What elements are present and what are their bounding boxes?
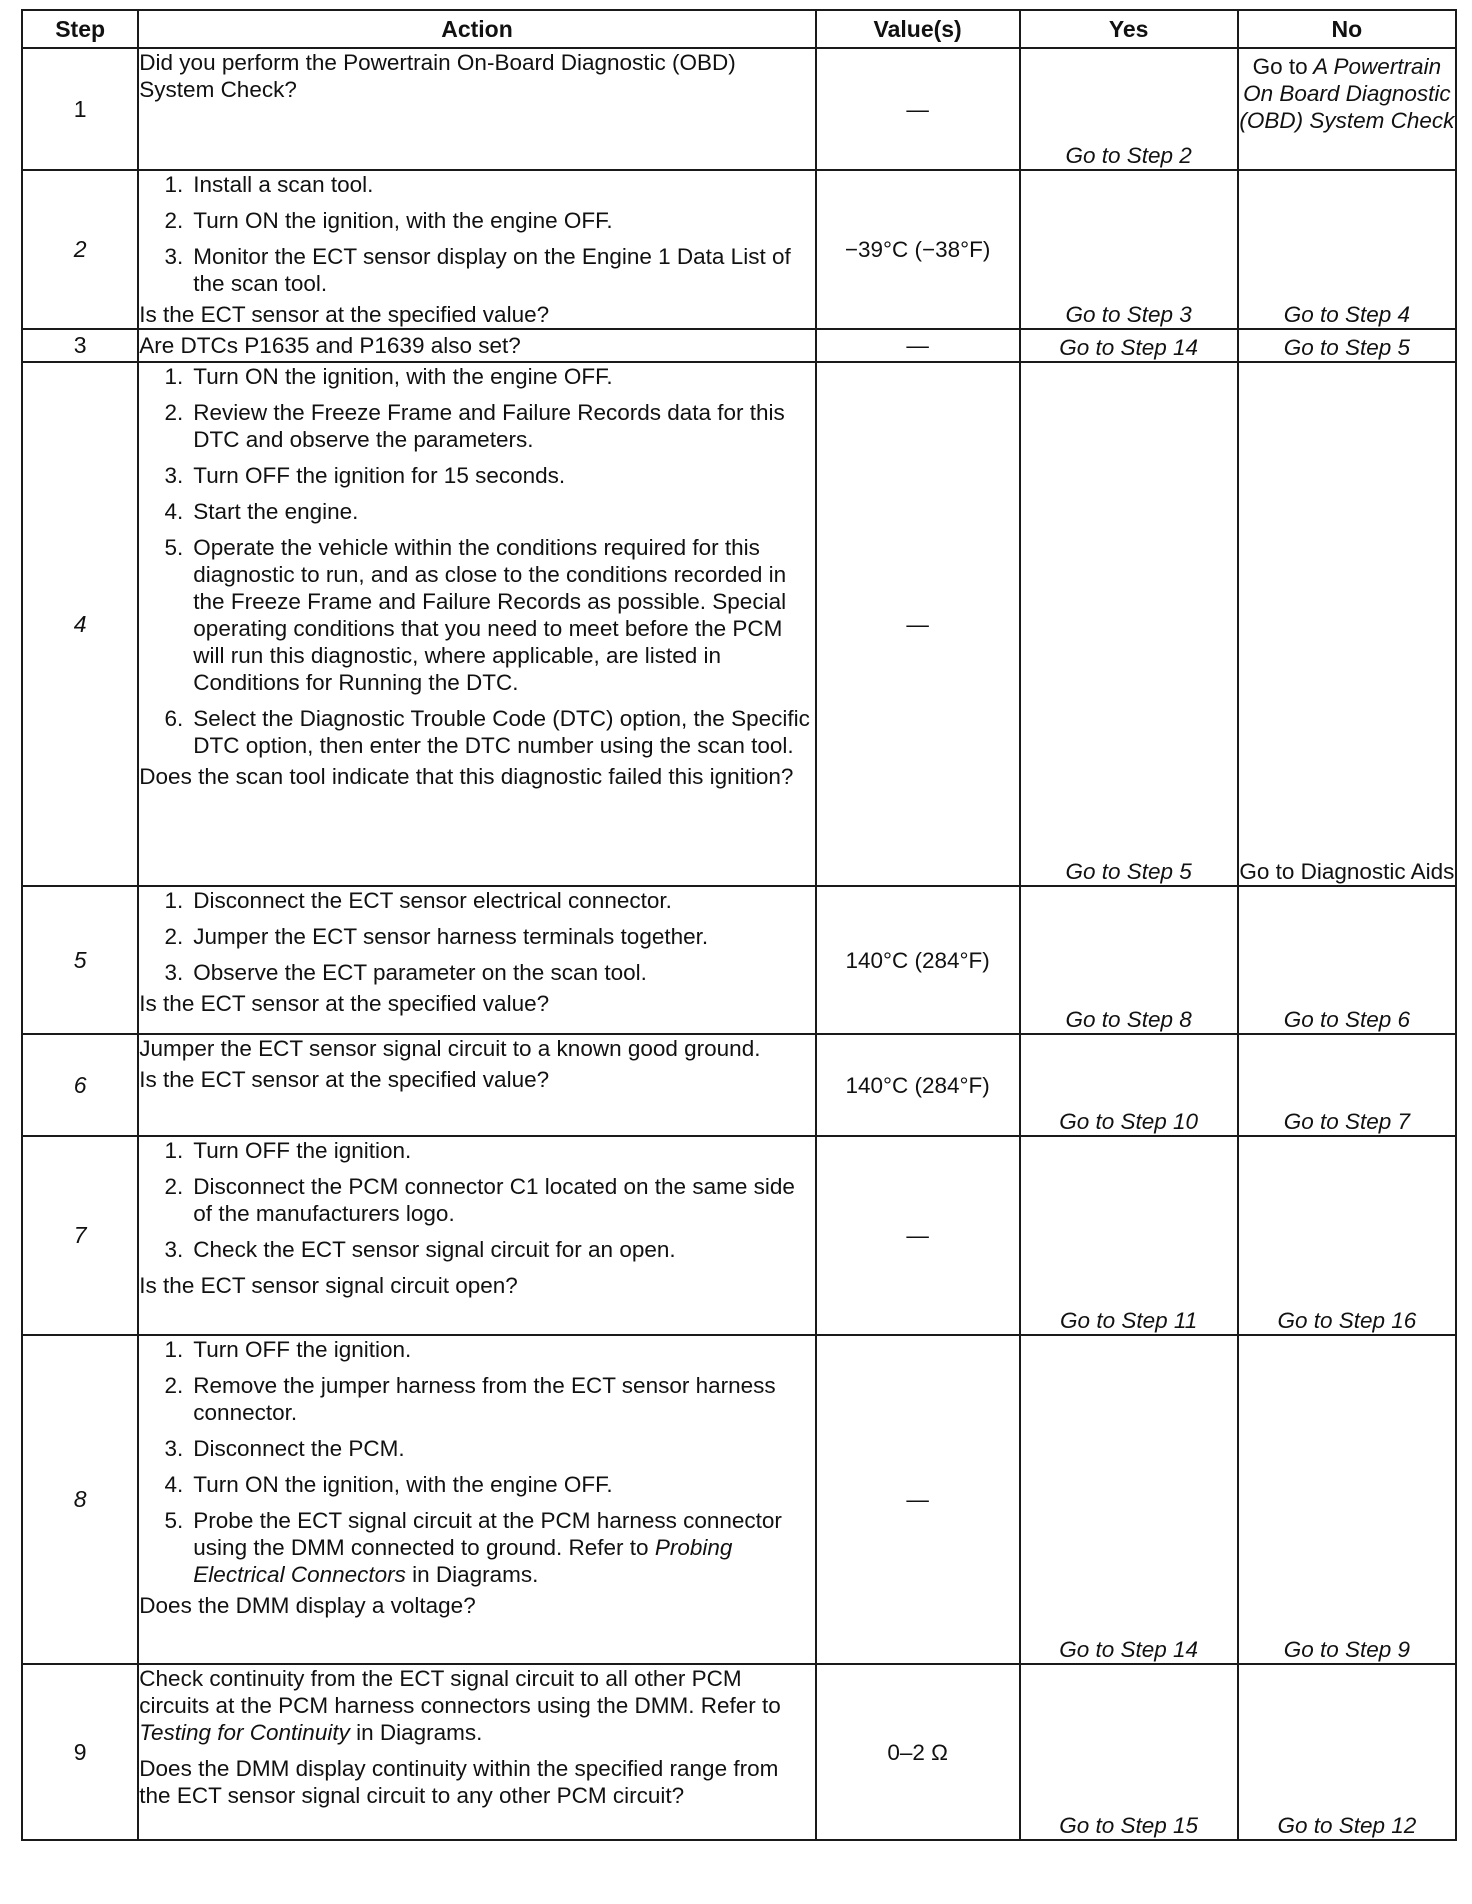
no-cell: Go to Diagnostic Aids <box>1238 362 1456 886</box>
reference-link[interactable]: Probing Electrical Connectors <box>193 1535 733 1587</box>
value-cell: — <box>816 362 1020 886</box>
step-number: 2 <box>22 170 138 329</box>
action-text-part: in Diagrams. <box>349 1720 483 1745</box>
action-step-item: Disconnect the ECT sensor electrical connector. <box>193 888 672 913</box>
no-cell: Go to Step 5 <box>1238 329 1456 362</box>
diagnostic-table <box>21 9 1457 1841</box>
table-row <box>22 1335 1456 1664</box>
yes-cell: Go to Step 11 <box>1020 1136 1238 1335</box>
action-question: Does the DMM display continuity within the specified range from the ECT sensor signal circuit to any other PCM circuit? <box>139 1756 779 1808</box>
step-number: 5 <box>22 886 138 1034</box>
action-step-item <box>193 1507 814 1588</box>
value-cell: −39°C (−38°F) <box>816 170 1020 329</box>
action-step-item: Monitor the ECT sensor display on the Engine 1 Data List of the scan tool. <box>193 244 791 296</box>
action-step-item: Turn ON the ignition, with the engine OFF. <box>193 208 613 233</box>
step-number: 8 <box>22 1335 138 1664</box>
action-steps: 1. Turn ON the ignition, with the engine OFF. 2. Review the Freeze Frame and Failure Records data for this DTC and observe the parameters. 3. Turn OFF the ignition for 15 seconds. 4. Start the engine. 5. Operate the vehicle within the conditions required for this diagnostic to run, and as close to the conditions recorded in the Freeze Frame and Failure Records as possible. Special operating conditions that you need to meet before the PCM will run this diagnostic, where applicable, are listed in Conditions for Running the DTC. 6. Select the Diagnostic Trouble Code (DTC) option, the Specific DTC option, then enter the DTC number using the scan tool. <box>139 363 814 759</box>
action-question: Does the scan tool indicate that this diagnostic failed this ignition? <box>139 764 794 789</box>
action-cell <box>138 170 815 329</box>
yes-cell: Go to Step 3 <box>1020 170 1238 329</box>
action-cell <box>138 886 815 1034</box>
no-cell: Go to Step 4 <box>1238 170 1456 329</box>
step-number: 3 <box>22 329 138 362</box>
action-step-item: Remove the jumper harness from the ECT sensor harness connector. <box>193 1373 776 1425</box>
value-cell: — <box>816 48 1020 170</box>
table-row <box>22 48 1456 170</box>
action-cell <box>138 1034 815 1136</box>
action-question: Did you perform the Powertrain On-Board Diagnostic (OBD) System Check? <box>139 50 736 102</box>
action-cell <box>138 362 815 886</box>
value-cell: 140°C (284°F) <box>816 1034 1020 1136</box>
action-step-item: Turn ON the ignition, with the engine OFF. <box>193 1472 613 1497</box>
step-number: 6 <box>22 1034 138 1136</box>
action-step-item: Disconnect the PCM connector C1 located on the same side of the manufacturers logo. <box>193 1174 795 1226</box>
value-cell: 140°C (284°F) <box>816 886 1020 1034</box>
action-steps: 1. Turn OFF the ignition. 2. Disconnect the PCM connector C1 located on the same side of the manufacturers logo. 3. Check the ECT sensor signal circuit for an open. <box>139 1137 814 1263</box>
no-prefix: Go to <box>1252 54 1308 79</box>
action-question: Is the ECT sensor at the specified value? <box>139 302 550 327</box>
action-step-item: Turn OFF the ignition. <box>193 1337 412 1362</box>
no-cell: Go to Step 9 <box>1238 1335 1456 1664</box>
no-cell: Go to Step 7 <box>1238 1034 1456 1136</box>
no-cell: Go to Step 6 <box>1238 886 1456 1034</box>
yes-cell: Go to Step 15 <box>1020 1664 1238 1840</box>
action-step-item: Select the Diagnostic Trouble Code (DTC) option, the Specific DTC option, then enter the DTC number using the scan tool. <box>193 706 810 758</box>
step-number: 7 <box>22 1136 138 1335</box>
step-number: 9 <box>22 1664 138 1840</box>
action-text <box>139 1665 814 1746</box>
value-cell: — <box>816 329 1020 362</box>
no-cell: Go to Step 16 <box>1238 1136 1456 1335</box>
action-step-item: Install a scan tool. <box>193 172 374 197</box>
action-step-item: Review the Freeze Frame and Failure Records data for this DTC and observe the parameters. <box>193 400 785 452</box>
action-question: Is the ECT sensor at the specified value? <box>139 991 550 1016</box>
yes-cell: Go to Step 14 <box>1020 329 1238 362</box>
yes-cell: Go to Step 8 <box>1020 886 1238 1034</box>
action-steps: 1. Turn OFF the ignition. 2. Remove the jumper harness from the ECT sensor harness connector. 3. Disconnect the PCM. 4. Turn ON the ignition, with the engine OFF. 5. Probe the ECT signal circuit at the PCM harness connector using the DMM connected to ground. Refer to Probing Electrical Connectors in Diagrams. <box>139 1336 814 1588</box>
reference-link[interactable]: Testing for Continuity <box>139 1720 350 1745</box>
value-cell: — <box>816 1136 1020 1335</box>
action-cell <box>138 1335 815 1664</box>
header-no: No <box>1238 10 1456 48</box>
action-step-item: Jumper the ECT sensor harness terminals together. <box>193 924 709 949</box>
action-steps: 1. Install a scan tool. 2. Turn ON the ignition, with the engine OFF. 3. Monitor the ECT sensor display on the Engine 1 Data List of the scan tool. <box>139 171 814 297</box>
action-step-item: Turn ON the ignition, with the engine OFF. <box>193 364 613 389</box>
table-row <box>22 170 1456 329</box>
action-question: Is the ECT sensor signal circuit open? <box>139 1273 518 1298</box>
action-cell <box>138 1136 815 1335</box>
action-step-item: Operate the vehicle within the conditions required for this diagnostic to run, and as close to the conditions recorded in the Freeze Frame and Failure Records as possible. Special operating conditions that you need to meet before the PCM will run this diagnostic, where applicable, are listed in Conditions for Running the DTC. <box>193 535 787 695</box>
header-yes: Yes <box>1020 10 1238 48</box>
action-step-item: Turn OFF the ignition. <box>193 1138 412 1163</box>
action-steps: 1. Disconnect the ECT sensor electrical connector. 2. Jumper the ECT sensor harness terminals together. 3. Observe the ECT parameter on the scan tool. <box>139 887 814 986</box>
step-number: 4 <box>22 362 138 886</box>
no-cell: Go to Step 12 <box>1238 1664 1456 1840</box>
value-cell: 0–2 Ω <box>816 1664 1020 1840</box>
table-row <box>22 886 1456 1034</box>
table-row <box>22 1664 1456 1840</box>
no-cell <box>1238 48 1456 170</box>
step-number: 1 <box>22 48 138 170</box>
action-cell <box>138 48 815 170</box>
action-step-item: Turn OFF the ignition for 15 seconds. <box>193 463 566 488</box>
value-cell: — <box>816 1335 1020 1664</box>
header-row <box>22 10 1456 48</box>
yes-cell: Go to Step 10 <box>1020 1034 1238 1136</box>
action-text-part: Check continuity from the ECT signal circuit to all other PCM circuits at the PCM harness connectors using the DMM. Refer to <box>139 1666 781 1718</box>
action-step-item: Disconnect the PCM. <box>193 1436 405 1461</box>
header-action: Action <box>138 10 815 48</box>
yes-cell: Go to Step 2 <box>1020 48 1238 170</box>
action-step-text: Probe the ECT signal circuit at the PCM harness connector using the DMM connected to ground. Refer to <box>193 1508 782 1560</box>
action-question: Are DTCs P1635 and P1639 also set? <box>139 333 521 358</box>
header-values: Value(s) <box>816 10 1020 48</box>
table-row <box>22 329 1456 362</box>
header-step: Step <box>22 10 138 48</box>
action-step-item: Check the ECT sensor signal circuit for an open. <box>193 1237 676 1262</box>
action-cell <box>138 1664 815 1840</box>
action-question: Does the DMM display a voltage? <box>139 1593 476 1618</box>
yes-cell: Go to Step 5 <box>1020 362 1238 886</box>
action-text: Jumper the ECT sensor signal circuit to a known good ground. <box>139 1036 761 1061</box>
table-row <box>22 1136 1456 1335</box>
table-row <box>22 362 1456 886</box>
table-row <box>22 1034 1456 1136</box>
action-step-text: in Diagrams. <box>405 1562 539 1587</box>
yes-cell: Go to Step 14 <box>1020 1335 1238 1664</box>
no-reference: A Powertrain On Board Diagnostic (OBD) System Check <box>1239 54 1455 133</box>
action-step-item: Start the engine. <box>193 499 359 524</box>
action-step-item: Observe the ECT parameter on the scan tool. <box>193 960 647 985</box>
action-question: Is the ECT sensor at the specified value? <box>139 1067 550 1092</box>
action-cell <box>138 329 815 362</box>
